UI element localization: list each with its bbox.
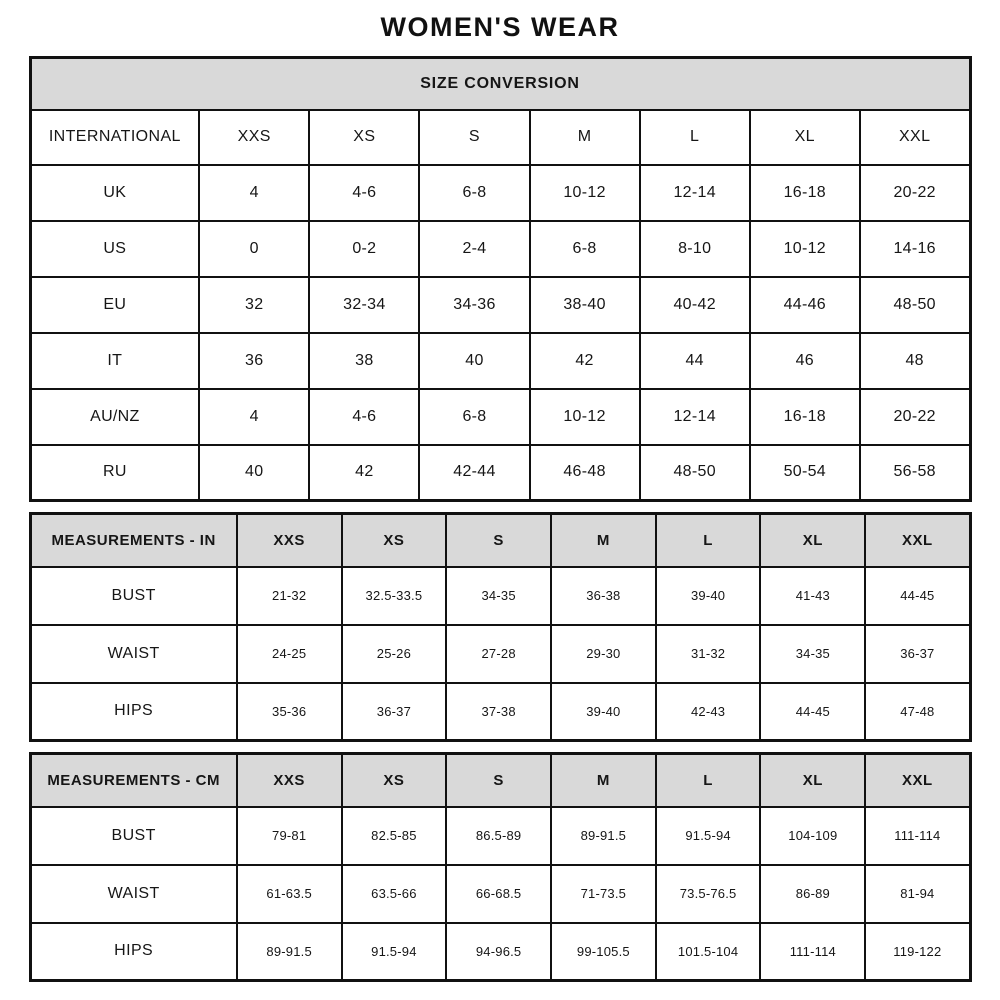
row-label: IT bbox=[30, 333, 199, 389]
measure-cell: 36-37 bbox=[865, 625, 970, 683]
size-cell: 40-42 bbox=[640, 277, 750, 333]
size-cell: 16-18 bbox=[750, 165, 860, 221]
measure-cell: 36-37 bbox=[342, 683, 447, 741]
size-cell: 16-18 bbox=[750, 389, 860, 445]
measure-cell: 104-109 bbox=[760, 807, 865, 865]
header-xl: XL bbox=[760, 754, 865, 807]
header-xs: XS bbox=[342, 514, 447, 567]
measure-cell: 82.5-85 bbox=[342, 807, 447, 865]
measurements-in-title: MEASUREMENTS - IN bbox=[30, 514, 237, 567]
measure-cell: 66-68.5 bbox=[446, 865, 551, 923]
header-xl: XL bbox=[750, 110, 860, 165]
header-xs: XS bbox=[309, 110, 419, 165]
header-xxs: XXS bbox=[237, 514, 342, 567]
row-label: US bbox=[30, 221, 199, 277]
measure-cell: 34-35 bbox=[446, 567, 551, 625]
header-l: L bbox=[656, 514, 761, 567]
size-cell: 6-8 bbox=[419, 389, 529, 445]
table-row-hips-in bbox=[30, 683, 970, 741]
row-label: BUST bbox=[30, 807, 237, 865]
size-cell: 50-54 bbox=[750, 445, 860, 501]
row-label: RU bbox=[30, 445, 199, 501]
size-cell: 36 bbox=[199, 333, 309, 389]
measure-cell: 32.5-33.5 bbox=[342, 567, 447, 625]
measure-cell: 79-81 bbox=[237, 807, 342, 865]
measure-cell: 29-30 bbox=[551, 625, 656, 683]
measure-cell: 34-35 bbox=[760, 625, 865, 683]
size-cell: 10-12 bbox=[530, 389, 640, 445]
size-cell: 44 bbox=[640, 333, 750, 389]
measure-cell: 63.5-66 bbox=[342, 865, 447, 923]
header-s: S bbox=[446, 514, 551, 567]
measure-cell: 25-26 bbox=[342, 625, 447, 683]
header-xs: XS bbox=[342, 754, 447, 807]
size-cell: 4 bbox=[199, 165, 309, 221]
size-cell: 42-44 bbox=[419, 445, 529, 501]
table-row-eu bbox=[30, 277, 970, 333]
measure-cell: 111-114 bbox=[865, 807, 970, 865]
header-international: INTERNATIONAL bbox=[30, 110, 199, 165]
measure-cell: 61-63.5 bbox=[237, 865, 342, 923]
measure-cell: 42-43 bbox=[656, 683, 761, 741]
table-row-ru bbox=[30, 445, 970, 501]
size-cell: 32 bbox=[199, 277, 309, 333]
size-cell: 10-12 bbox=[750, 221, 860, 277]
row-label: UK bbox=[30, 165, 199, 221]
measure-cell: 44-45 bbox=[865, 567, 970, 625]
size-cell: 34-36 bbox=[419, 277, 529, 333]
header-l: L bbox=[656, 754, 761, 807]
size-cell: 0 bbox=[199, 221, 309, 277]
header-m: M bbox=[530, 110, 640, 165]
header-s: S bbox=[419, 110, 529, 165]
size-cell: 42 bbox=[530, 333, 640, 389]
size-cell: 44-46 bbox=[750, 277, 860, 333]
header-xxs: XXS bbox=[237, 754, 342, 807]
size-cell: 20-22 bbox=[860, 389, 970, 445]
row-label: AU/NZ bbox=[30, 389, 199, 445]
measurements-cm-title: MEASUREMENTS - CM bbox=[30, 754, 237, 807]
size-cell: 4-6 bbox=[309, 389, 419, 445]
row-label: EU bbox=[30, 277, 199, 333]
measure-cell: 35-36 bbox=[237, 683, 342, 741]
measure-cell: 89-91.5 bbox=[551, 807, 656, 865]
measure-cell: 27-28 bbox=[446, 625, 551, 683]
measure-cell: 31-32 bbox=[656, 625, 761, 683]
measure-cell: 111-114 bbox=[760, 923, 865, 981]
row-label: BUST bbox=[30, 567, 237, 625]
measure-cell: 37-38 bbox=[446, 683, 551, 741]
table-row-bust-in bbox=[30, 567, 970, 625]
size-cell: 56-58 bbox=[860, 445, 970, 501]
table-row-uk bbox=[30, 165, 970, 221]
table-row-waist-in bbox=[30, 625, 970, 683]
size-conversion-header-row bbox=[30, 110, 970, 165]
measure-cell: 39-40 bbox=[656, 567, 761, 625]
size-cell: 38 bbox=[309, 333, 419, 389]
size-cell: 6-8 bbox=[419, 165, 529, 221]
measure-cell: 101.5-104 bbox=[656, 923, 761, 981]
measure-cell: 91.5-94 bbox=[656, 807, 761, 865]
size-cell: 46 bbox=[750, 333, 860, 389]
measure-cell: 81-94 bbox=[865, 865, 970, 923]
measure-cell: 86-89 bbox=[760, 865, 865, 923]
measure-cell: 39-40 bbox=[551, 683, 656, 741]
measure-cell: 41-43 bbox=[760, 567, 865, 625]
size-cell: 38-40 bbox=[530, 277, 640, 333]
size-cell: 12-14 bbox=[640, 389, 750, 445]
size-cell: 48-50 bbox=[640, 445, 750, 501]
measure-cell: 91.5-94 bbox=[342, 923, 447, 981]
table-row-hips-cm bbox=[30, 923, 970, 981]
size-cell: 4-6 bbox=[309, 165, 419, 221]
table-row-waist-cm bbox=[30, 865, 970, 923]
measure-cell: 71-73.5 bbox=[551, 865, 656, 923]
size-cell: 48-50 bbox=[860, 277, 970, 333]
size-cell: 20-22 bbox=[860, 165, 970, 221]
row-label: HIPS bbox=[30, 923, 237, 981]
measurements-cm-table bbox=[29, 752, 972, 982]
table-row-bust-cm bbox=[30, 807, 970, 865]
header-l: L bbox=[640, 110, 750, 165]
table-row-it bbox=[30, 333, 970, 389]
measure-cell: 73.5-76.5 bbox=[656, 865, 761, 923]
size-conversion-banner-row bbox=[30, 58, 970, 110]
size-cell: 14-16 bbox=[860, 221, 970, 277]
measure-cell: 119-122 bbox=[865, 923, 970, 981]
size-cell: 46-48 bbox=[530, 445, 640, 501]
row-label: HIPS bbox=[30, 683, 237, 741]
measure-cell: 94-96.5 bbox=[446, 923, 551, 981]
row-label: WAIST bbox=[30, 865, 237, 923]
measure-cell: 21-32 bbox=[237, 567, 342, 625]
header-m: M bbox=[551, 514, 656, 567]
size-cell: 0-2 bbox=[309, 221, 419, 277]
size-cell: 48 bbox=[860, 333, 970, 389]
header-xxl: XXL bbox=[865, 754, 970, 807]
size-cell: 6-8 bbox=[530, 221, 640, 277]
measure-cell: 36-38 bbox=[551, 567, 656, 625]
size-cell: 40 bbox=[199, 445, 309, 501]
header-xxs: XXS bbox=[199, 110, 309, 165]
measure-cell: 47-48 bbox=[865, 683, 970, 741]
header-s: S bbox=[446, 754, 551, 807]
header-m: M bbox=[551, 754, 656, 807]
measure-cell: 89-91.5 bbox=[237, 923, 342, 981]
measure-cell: 99-105.5 bbox=[551, 923, 656, 981]
header-xl: XL bbox=[760, 514, 865, 567]
size-cell: 8-10 bbox=[640, 221, 750, 277]
measure-cell: 44-45 bbox=[760, 683, 865, 741]
size-cell: 40 bbox=[419, 333, 529, 389]
header-xxl: XXL bbox=[865, 514, 970, 567]
row-label: WAIST bbox=[30, 625, 237, 683]
measurements-in-table bbox=[29, 512, 972, 742]
size-cell: 42 bbox=[309, 445, 419, 501]
measure-cell: 24-25 bbox=[237, 625, 342, 683]
measurements-cm-header-row bbox=[30, 754, 970, 807]
size-cell: 12-14 bbox=[640, 165, 750, 221]
measure-cell: 86.5-89 bbox=[446, 807, 551, 865]
size-conversion-banner: SIZE CONVERSION bbox=[30, 58, 970, 110]
size-conversion-table bbox=[29, 56, 972, 502]
table-row-us bbox=[30, 221, 970, 277]
table-row-aunz bbox=[30, 389, 970, 445]
measurements-in-header-row bbox=[30, 514, 970, 567]
size-cell: 10-12 bbox=[530, 165, 640, 221]
size-cell: 2-4 bbox=[419, 221, 529, 277]
header-xxl: XXL bbox=[860, 110, 970, 165]
size-cell: 32-34 bbox=[309, 277, 419, 333]
page-title: WOMEN'S WEAR bbox=[380, 12, 620, 42]
size-cell: 4 bbox=[199, 389, 309, 445]
